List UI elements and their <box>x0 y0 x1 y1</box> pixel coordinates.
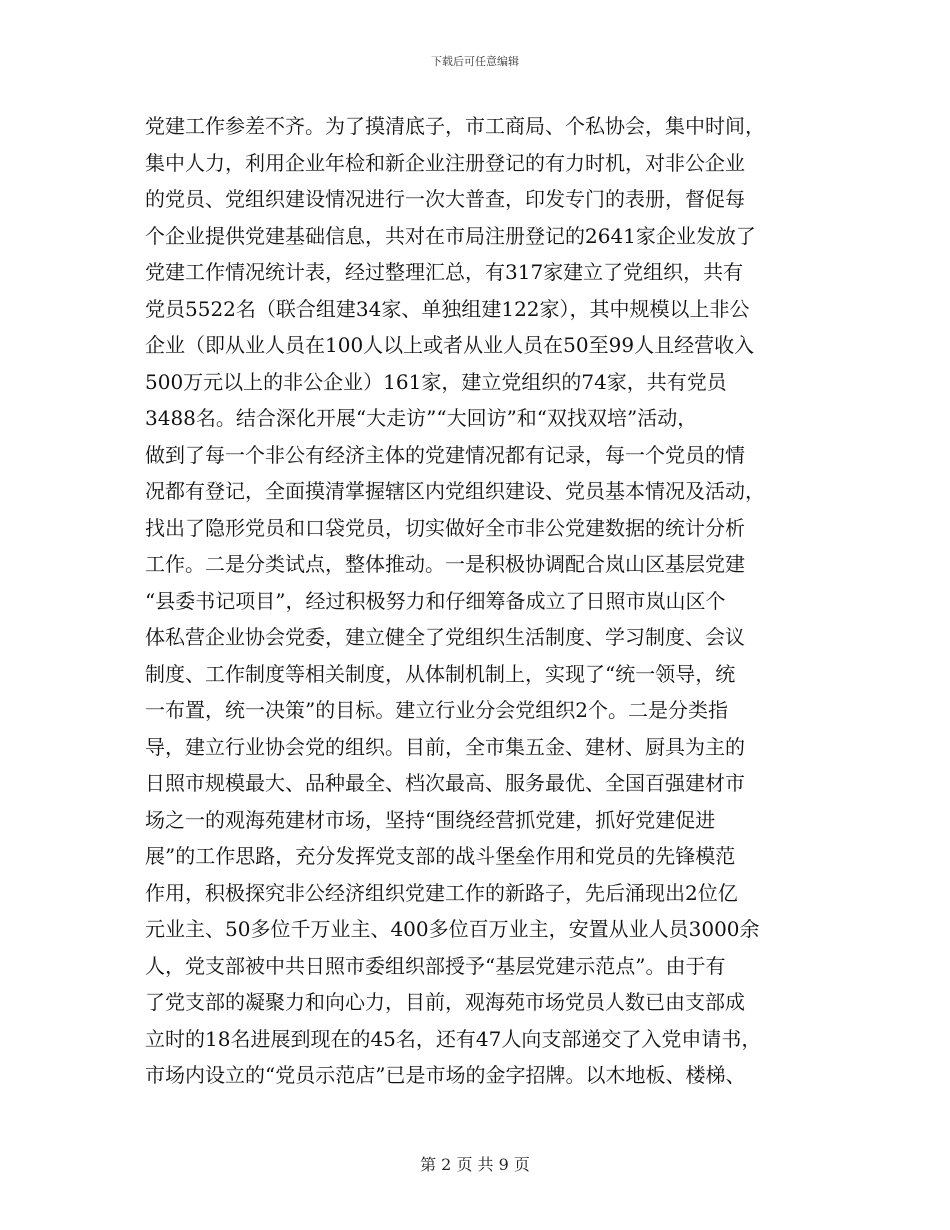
text-line: 3488名。结合深化开展“大走访”“大回访”和“双找双培”活动， <box>145 406 698 430</box>
text-line: 党建工作参差不齐。为了摸清底子，市工商局、个私协会，集中时间， <box>145 114 765 138</box>
page-number: 第 2 页 共 9 页 <box>420 1155 530 1174</box>
text-line: 制度、工作制度等相关制度，从体制机制上，实现了“统一领导，统 <box>145 661 736 686</box>
page-header: 下载后可任意编辑 <box>431 55 519 68</box>
text-line: 个企业提供党建基础信息，共对在市局注册登记的2641家企业发放了 <box>145 223 756 248</box>
text-line: 元业主、50多位千万业主、400多位百万业主，安置从业人员3000余 <box>145 917 760 941</box>
text-line: 作用，积极探究非公经济组织党建工作的新路子，先后涌现出2位亿 <box>145 880 738 905</box>
text-line: 集中人力，利用企业年检和新企业注册登记的有力时机，对非公企业 <box>145 150 745 175</box>
text-line: 做到了每一个非公有经济主体的党建情况都有记录，每一个党员的情 <box>145 442 745 467</box>
text-line: 一布置，统一决策”的目标。建立行业分会党组织2个。二是分类指 <box>145 698 728 722</box>
text-line: 体私营企业协会党委，建立健全了党组织生活制度、学习制度、会议 <box>145 625 745 649</box>
text-line: 人，党支部被中共日照市委组织部授予“基层党建示范点”。由于有 <box>145 953 726 978</box>
text-line: 企业（即从业人员在100人以上或者从业人员在50至99人且经营收入 <box>145 333 755 357</box>
text-line: 场之一的观海苑建材市场，坚持“围绕经营抓党建，抓好党建促进 <box>145 807 716 832</box>
text-line: 500万元以上的非公企业）161家，建立党组织的74家，共有党员 <box>145 369 727 394</box>
text-line: 工作。二是分类试点，整体推动。一是积极协调配合岚山区基层党建 <box>145 552 745 576</box>
text-line: 况都有登记，全面摸清掌握辖区内党组织建设、党员基本情况及活动， <box>145 479 765 503</box>
text-line: 市场内设立的“党员示范店”已是市场的金字招牌。以木地板、楼梯、 <box>145 1063 746 1087</box>
text-line: 的党员、党组织建设情况进行一次大普查，印发专门的表册，督促每 <box>145 187 745 211</box>
text-line: 了党支部的凝聚力和向心力，目前，观海苑市场党员人数已由支部成 <box>145 990 745 1014</box>
text-line: 党建工作情况统计表，经过整理汇总，有317家建立了党组织，共有 <box>145 260 744 284</box>
text-line: 找出了隐形党员和口袋党员，切实做好全市非公党建数据的统计分析 <box>145 515 745 540</box>
text-line: 日照市规模最大、品种最全、档次最高、服务最优、全国百强建材市 <box>145 771 745 795</box>
text-line: 立时的18名进展到现在的45名，还有47人向支部递交了入党申请书， <box>145 1026 762 1051</box>
text-line: 党员5522名（联合组建34家、单独组建122家），其中规模以上非公 <box>145 296 750 321</box>
text-line: 展”的工作思路，充分发挥党支部的战斗堡垒作用和党员的先锋模范 <box>145 844 736 868</box>
text-line: “县委书记项目”，经过积极努力和仔细筹备成立了日照市岚山区个 <box>145 588 726 613</box>
document-body <box>145 108 810 1094</box>
text-line: 导，建立行业协会党的组织。目前，全市集五金、建材、厨具为主的 <box>145 734 745 759</box>
